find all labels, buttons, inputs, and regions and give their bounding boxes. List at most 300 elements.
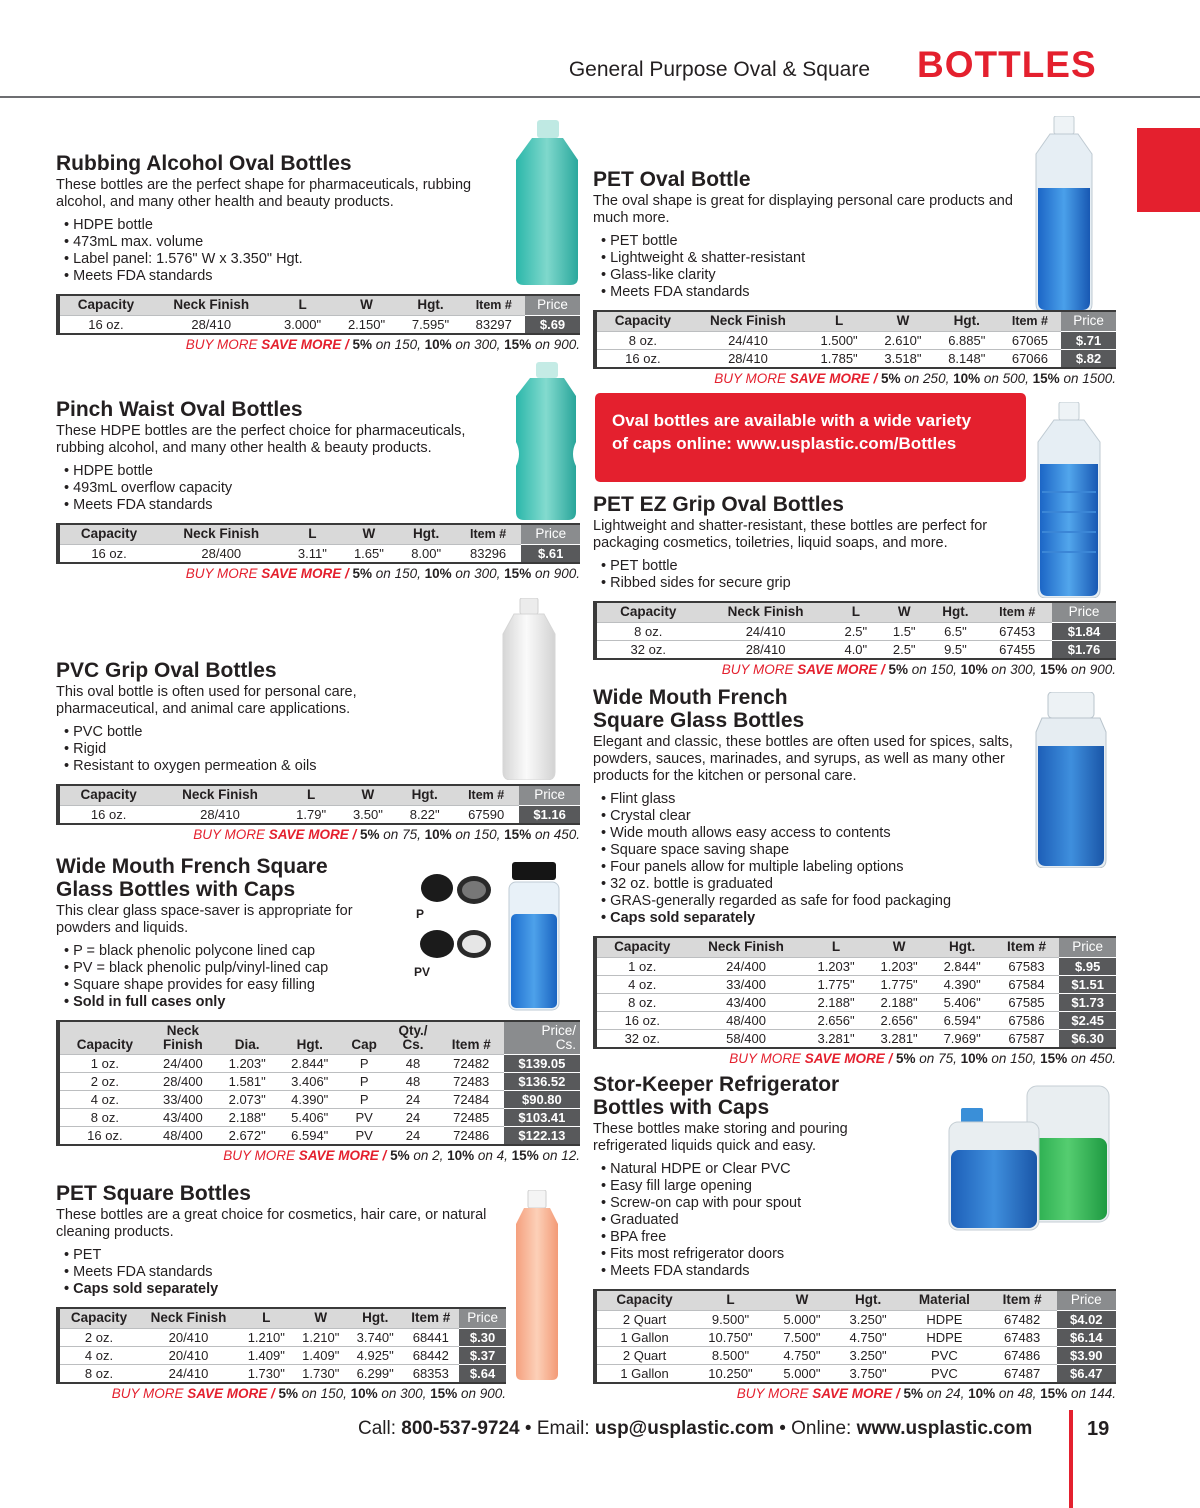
cell: 28/410 — [689, 349, 807, 368]
cell: 3.281" — [868, 1029, 931, 1048]
bms-tier: 10% — [960, 1050, 988, 1066]
cell: 83297 — [462, 315, 525, 334]
cell: 2 oz. — [58, 1328, 138, 1346]
cell: 8.22" — [396, 805, 453, 824]
cell: 1.785" — [807, 349, 871, 368]
spec-table — [56, 784, 580, 825]
cell: 48/400 — [150, 1127, 216, 1146]
bms-qty: on 2, — [409, 1148, 448, 1163]
col-header: Item # — [999, 311, 1061, 331]
cell: 8 oz. — [58, 1364, 138, 1383]
col-header: W — [769, 1290, 835, 1310]
table-row — [58, 1364, 506, 1383]
col-header: Item # — [453, 785, 519, 805]
buy-more-save-more — [593, 1051, 1116, 1066]
wide-mouth-caps-section — [56, 855, 581, 1163]
section-description: These bottles make storing and pouring refrigerated liquids quick and easy. — [593, 1121, 848, 1154]
table-row — [58, 1109, 580, 1127]
cell: 6.5" — [928, 622, 982, 640]
spec-table — [593, 310, 1116, 369]
col-header: W — [335, 295, 399, 315]
col-header: W — [294, 1308, 348, 1328]
table-row — [595, 1346, 1116, 1364]
feature-item: • PET — [64, 1247, 508, 1264]
section-description: This oval bottle is often used for personal care, pharmaceutical, and animal care applications. — [56, 684, 357, 717]
cell: 83296 — [455, 544, 522, 563]
bms-slash: / — [869, 370, 882, 386]
feature-item: • Caps sold separately — [64, 1281, 508, 1298]
cell: 3.50" — [340, 805, 397, 824]
cell: 32 oz. — [595, 640, 700, 659]
bms-qty: on 150, — [908, 661, 961, 677]
bms-qty: on 300, — [377, 1385, 431, 1401]
cell: 1.210" — [239, 1328, 293, 1346]
cell: 1.775" — [805, 975, 868, 993]
bms-qty: on 150, — [451, 826, 505, 842]
cell: 1.500" — [807, 331, 871, 349]
cell: 10.250" — [692, 1364, 769, 1383]
price-cell: $6.14 — [1057, 1328, 1116, 1346]
cell: 5.406" — [931, 993, 994, 1011]
col-header: Hgt. — [348, 1308, 402, 1328]
cell: PVC — [901, 1364, 987, 1383]
col-header: Price — [459, 1308, 506, 1328]
col-header: Neck Finish — [700, 602, 832, 622]
col-header-qty — [387, 1021, 438, 1055]
phone-link[interactable]: 800-537-9724 — [401, 1418, 520, 1439]
feature-item: • Natural HDPE or Clear PVC — [601, 1161, 1117, 1178]
price-cell: $122.13 — [504, 1127, 580, 1146]
buy-more-save-more — [56, 1386, 506, 1401]
col-header: Hgt. — [278, 1021, 341, 1055]
cell: 16 oz. — [58, 1127, 150, 1146]
feature-item: • Glass-like clarity — [601, 267, 1117, 284]
feature-item: • Square space saving shape — [601, 842, 1117, 859]
cell: 33/400 — [688, 975, 805, 993]
feature-item: • Square shape provides for easy filling — [64, 977, 581, 994]
cell: 58/400 — [688, 1029, 805, 1048]
section-title-line1: Stor-Keeper Refrigerator — [593, 1073, 840, 1096]
table-row — [595, 957, 1116, 975]
cell: 16 oz. — [595, 1011, 688, 1029]
section-title: Rubbing Alcohol Oval Bottles — [56, 152, 352, 175]
cell: 67482 — [988, 1310, 1057, 1328]
section-description: These HDPE bottles are the perfect choice for pharmaceuticals, rubbing alcohol, and many other health & beauty products. — [56, 423, 466, 456]
cell: 10.750" — [692, 1328, 769, 1346]
col-header: Hgt. — [931, 937, 994, 957]
cell: 48/400 — [688, 1011, 805, 1029]
cell: 8.148" — [935, 349, 999, 368]
stor-keeper-section — [593, 1073, 1117, 1401]
bms-tier: 15% — [1040, 1385, 1068, 1401]
cell: 1.210" — [294, 1328, 348, 1346]
bms-tier: 10% — [960, 661, 988, 677]
bms-save: SAVE MORE — [789, 370, 870, 386]
price-cell: $.69 — [525, 315, 580, 334]
col-header: Capacity — [58, 1021, 150, 1055]
cell: 4.390" — [278, 1091, 341, 1109]
header-title: BOTTLES — [917, 44, 1097, 85]
feature-item: • HDPE bottle — [64, 463, 581, 480]
call-label: Call: — [358, 1418, 402, 1439]
section-description: These bottles are a great choice for cosmetics, hair care, or natural cleaning products. — [56, 1207, 487, 1240]
section-description: The oval shape is great for displaying personal care products and much more. — [593, 193, 1013, 226]
email-label: • Email: — [519, 1418, 595, 1439]
bms-qty: on 900. — [457, 1385, 506, 1401]
bms-qty: on 150, — [372, 565, 425, 581]
cell: 67486 — [988, 1346, 1057, 1364]
pvc-grip-section — [56, 659, 581, 842]
cs-label: Cs. — [402, 1037, 424, 1052]
bms-qty: on 150, — [987, 1050, 1041, 1066]
cell: 28/400 — [158, 544, 284, 563]
col-header: L — [283, 785, 340, 805]
feature-item: • Meets FDA standards — [64, 1264, 508, 1281]
cell: 24/400 — [150, 1055, 216, 1073]
cell: 4 oz. — [58, 1091, 150, 1109]
bms-qty: on 75, — [379, 826, 425, 842]
cell: 24/410 — [689, 331, 807, 349]
bms-buy: BUY MORE — [185, 336, 262, 352]
bms-tier: 10% — [350, 1385, 378, 1401]
cell: 2.844" — [278, 1055, 341, 1073]
cell: 1.409" — [239, 1346, 293, 1364]
wide-mouth-glass-section — [593, 686, 1117, 1066]
section-title-line2: Square Glass Bottles — [593, 709, 805, 732]
col-header: Material — [901, 1290, 987, 1310]
feature-item: • Rigid — [64, 741, 581, 758]
col-header: Neck Finish — [158, 524, 284, 544]
cell: 4.390" — [931, 975, 994, 993]
feature-item: • HDPE bottle — [64, 217, 581, 234]
col-header: Hgt. — [399, 295, 463, 315]
feature-item: • PV = black phenolic pulp/vinyl-lined cap — [64, 960, 581, 977]
col-header: W — [340, 785, 397, 805]
buy-more-save-more — [593, 662, 1116, 677]
bms-tier: 5% — [896, 1050, 916, 1066]
website-link[interactable]: www.usplastic.com — [856, 1418, 1033, 1439]
cell: 28/410 — [152, 315, 271, 334]
feature-item: • Fits most refrigerator doors — [601, 1246, 1117, 1263]
bms-slash: / — [877, 661, 889, 677]
feature-item: • Resistant to oxygen permeation & oils — [64, 758, 581, 775]
cell: 67065 — [999, 331, 1061, 349]
col-header: L — [832, 602, 880, 622]
feature-item: • Easy fill large opening — [601, 1178, 1117, 1195]
cell: 1.203" — [805, 957, 868, 975]
buy-more-save-more — [56, 337, 580, 352]
cell: 28/400 — [150, 1073, 216, 1091]
col-header: Price — [525, 295, 580, 315]
cell: 6.594" — [931, 1011, 994, 1029]
price-cell: $6.30 — [1059, 1029, 1116, 1048]
cell: 24 — [387, 1109, 438, 1127]
cell: 2.672" — [216, 1127, 279, 1146]
cell: 32 oz. — [595, 1029, 688, 1048]
cell: 43/400 — [688, 993, 805, 1011]
feature-item: • PET bottle — [601, 233, 1117, 250]
col-header: Neck Finish — [138, 1308, 239, 1328]
col-header: W — [340, 524, 397, 544]
bms-save: SAVE MORE — [187, 1385, 268, 1401]
cell: 67583 — [994, 957, 1060, 975]
col-header: Item # — [439, 1021, 504, 1055]
spec-table — [593, 1289, 1116, 1384]
col-header: L — [239, 1308, 293, 1328]
cell: 16 oz. — [58, 805, 157, 824]
cell: 3.750" — [835, 1364, 901, 1383]
price-cell: $.30 — [459, 1328, 506, 1346]
cell: 7.500" — [769, 1328, 835, 1346]
cell: 2.656" — [805, 1011, 868, 1029]
col-header: Cap — [341, 1021, 387, 1055]
cell: 4.750" — [835, 1328, 901, 1346]
section-title: PET Square Bottles — [56, 1182, 251, 1205]
cell: 1 Gallon — [595, 1328, 692, 1346]
feature-item: • Sold in full cases only — [64, 994, 581, 1011]
cell: 5.000" — [769, 1364, 835, 1383]
cell: 9.5" — [928, 640, 982, 659]
cell: 2.5" — [880, 640, 928, 659]
feature-item: • Wide mouth allows easy access to contents — [601, 825, 1117, 842]
feature-item: • 493mL overflow capacity — [64, 480, 581, 497]
cell: 2 oz. — [58, 1073, 150, 1091]
feature-item: • GRAS-generally regarded as safe for food packaging — [601, 893, 1117, 910]
buy-more-save-more — [56, 827, 580, 842]
section-title-line1: Wide Mouth French — [593, 686, 788, 709]
cell: 8.00" — [398, 544, 455, 563]
bms-tier: 15% — [1040, 1050, 1068, 1066]
cell: 4 oz. — [58, 1346, 138, 1364]
section-title: PVC Grip Oval Bottles — [56, 659, 277, 682]
cell: 20/410 — [138, 1328, 239, 1346]
cell: 67587 — [994, 1029, 1060, 1048]
cell: P — [341, 1073, 387, 1091]
table-row — [58, 1055, 580, 1073]
cell: 1.79" — [283, 805, 340, 824]
bms-qty: on 250, — [900, 370, 954, 386]
price-cell: $1.84 — [1052, 622, 1116, 640]
cell: 2.5" — [832, 622, 880, 640]
spec-table — [56, 1020, 580, 1146]
table-row — [58, 805, 580, 824]
price-cell: $.95 — [1059, 957, 1116, 975]
table-row — [595, 993, 1116, 1011]
cell: 8 oz. — [595, 331, 689, 349]
bms-slash: / — [267, 1385, 279, 1401]
bms-tier: 10% — [968, 1385, 996, 1401]
section-title: PET EZ Grip Oval Bottles — [593, 493, 844, 516]
price-cell: $1.16 — [519, 805, 580, 824]
spec-table — [593, 936, 1116, 1049]
cell: 8 oz. — [595, 622, 700, 640]
cell: 4.0" — [832, 640, 880, 659]
col-header: W — [880, 602, 928, 622]
price-cell: $2.45 — [1059, 1011, 1116, 1029]
cell: 67487 — [988, 1364, 1057, 1383]
cell: 24 — [387, 1091, 438, 1109]
finish-label: Finish — [162, 1037, 203, 1052]
cell: 1.775" — [868, 975, 931, 993]
col-header: W — [871, 311, 935, 331]
feature-item: • 32 oz. bottle is graduated — [601, 876, 1117, 893]
feature-list — [601, 791, 1117, 927]
price-cell: $139.05 — [504, 1055, 580, 1073]
col-header: Hgt. — [935, 311, 999, 331]
table-row — [595, 640, 1116, 659]
bms-slash: / — [892, 1385, 904, 1401]
col-header: Price — [519, 785, 580, 805]
table-row — [595, 975, 1116, 993]
feature-item: • Four panels allow for multiple labeling options — [601, 859, 1117, 876]
feature-list — [64, 217, 581, 285]
cell: 2.610" — [871, 331, 935, 349]
table-row — [58, 1091, 580, 1109]
feature-item: • BPA free — [601, 1229, 1117, 1246]
bms-tier: 10% — [447, 1148, 475, 1163]
bms-qty: on 1500. — [1059, 370, 1116, 386]
cell: 2.073" — [216, 1091, 279, 1109]
feature-item: • Flint glass — [601, 791, 1117, 808]
cell: 3.518" — [871, 349, 935, 368]
cell: 3.406" — [278, 1073, 341, 1091]
bms-qty: on 450. — [1067, 1050, 1116, 1066]
feature-item: • Meets FDA standards — [64, 497, 581, 514]
feature-item: • Lightweight & shatter-resistant — [601, 250, 1117, 267]
bms-tier: 10% — [424, 565, 452, 581]
cell: 24 — [387, 1127, 438, 1146]
col-header: Hgt. — [835, 1290, 901, 1310]
bms-buy: BUY MORE — [721, 661, 798, 677]
cell: 16 oz. — [58, 315, 152, 334]
cell: 4.925" — [348, 1346, 402, 1364]
cell: 5.000" — [769, 1310, 835, 1328]
section-title-line1: Wide Mouth French Square — [56, 855, 328, 878]
cell: 20/410 — [138, 1346, 239, 1364]
bms-qty: on 12. — [538, 1148, 580, 1163]
table-row — [58, 544, 580, 563]
price-cell: $6.47 — [1057, 1364, 1116, 1383]
spec-table — [56, 1307, 506, 1384]
bms-qty: on 48, — [995, 1385, 1041, 1401]
col-header: Hgt. — [396, 785, 453, 805]
cell: 6.885" — [935, 331, 999, 349]
price-cell: $.64 — [459, 1364, 506, 1383]
cell: 28/410 — [157, 805, 282, 824]
cell: 24/400 — [688, 957, 805, 975]
footer-contact — [358, 1418, 1032, 1440]
table-row — [58, 315, 580, 334]
bms-buy: BUY MORE — [193, 826, 269, 842]
rubbing-alcohol-section — [56, 152, 581, 352]
cell: 1.409" — [294, 1346, 348, 1364]
bms-slash: / — [341, 565, 353, 581]
cell: 68353 — [402, 1364, 459, 1383]
bms-save: SAVE MORE — [298, 1148, 379, 1163]
price-cell: $90.80 — [504, 1091, 580, 1109]
page-number: 19 — [1087, 1418, 1110, 1440]
feature-list — [601, 1161, 1117, 1280]
bms-save: SAVE MORE — [268, 826, 349, 842]
cell: 68441 — [402, 1328, 459, 1346]
price-cell: $4.02 — [1057, 1310, 1116, 1328]
feature-list — [64, 724, 581, 775]
pet-oval-section — [593, 168, 1117, 386]
feature-list — [64, 1247, 508, 1298]
bms-qty: on 500, — [980, 370, 1033, 386]
bms-save: SAVE MORE — [812, 1385, 893, 1401]
table-row — [595, 331, 1116, 349]
table-row — [595, 622, 1116, 640]
buy-more-save-more — [593, 371, 1116, 386]
cell: 72484 — [439, 1091, 504, 1109]
cell: 7.595" — [399, 315, 463, 334]
feature-item: • Ribbed sides for secure grip — [601, 575, 1117, 592]
feature-list — [64, 463, 581, 514]
col-header: Item # — [462, 295, 525, 315]
col-header: W — [868, 937, 931, 957]
cell: 1.730" — [239, 1364, 293, 1383]
col-header: Neck Finish — [152, 295, 271, 315]
bms-tier: 15% — [430, 1385, 458, 1401]
email-link[interactable]: usp@usplastic.com — [594, 1418, 774, 1439]
bms-tier: 5% — [360, 826, 380, 842]
col-header: Neck Finish — [688, 937, 805, 957]
buy-more-save-more — [56, 566, 580, 581]
cell: 1.203" — [216, 1055, 279, 1073]
col-header: Item # — [988, 1290, 1057, 1310]
online-label: • Online: — [773, 1418, 857, 1439]
col-header: Capacity — [595, 311, 689, 331]
cell: 2 Quart — [595, 1310, 692, 1328]
bms-tier: 15% — [511, 1148, 539, 1163]
cell: 67590 — [453, 805, 519, 824]
feature-item: • Graduated — [601, 1212, 1117, 1229]
cell: 72486 — [439, 1127, 504, 1146]
cell: 24/410 — [138, 1364, 239, 1383]
price-cell: $1.73 — [1059, 993, 1116, 1011]
cell: 72485 — [439, 1109, 504, 1127]
spec-table — [593, 601, 1116, 660]
cell: 16 oz. — [595, 349, 689, 368]
table-row — [595, 1364, 1116, 1383]
col-header: Capacity — [595, 937, 688, 957]
bms-save: SAVE MORE — [797, 661, 878, 677]
cell: 3.11" — [285, 544, 341, 563]
col-header: Item # — [455, 524, 522, 544]
cell: 3.250" — [835, 1310, 901, 1328]
bms-buy: BUY MORE — [223, 1148, 299, 1163]
cell: PV — [341, 1109, 387, 1127]
col-header: L — [692, 1290, 769, 1310]
header-rule — [0, 96, 1200, 98]
cell: P — [341, 1091, 387, 1109]
cell: HDPE — [901, 1328, 987, 1346]
col-header: Capacity — [58, 295, 152, 315]
table-row — [58, 1346, 506, 1364]
price-cell: $.71 — [1061, 331, 1116, 349]
bms-buy: BUY MORE — [729, 1050, 805, 1066]
caps-online-banner[interactable] — [595, 393, 1026, 482]
col-header: L — [271, 295, 335, 315]
bms-tier: 15% — [504, 826, 532, 842]
col-header: Dia. — [216, 1021, 279, 1055]
pet-ez-grip-section — [593, 493, 1117, 677]
cell: 2 Quart — [595, 1346, 692, 1364]
feature-item: • Meets FDA standards — [601, 1263, 1117, 1280]
bms-qty: on 75, — [915, 1050, 961, 1066]
feature-item: • 473mL max. volume — [64, 234, 581, 251]
